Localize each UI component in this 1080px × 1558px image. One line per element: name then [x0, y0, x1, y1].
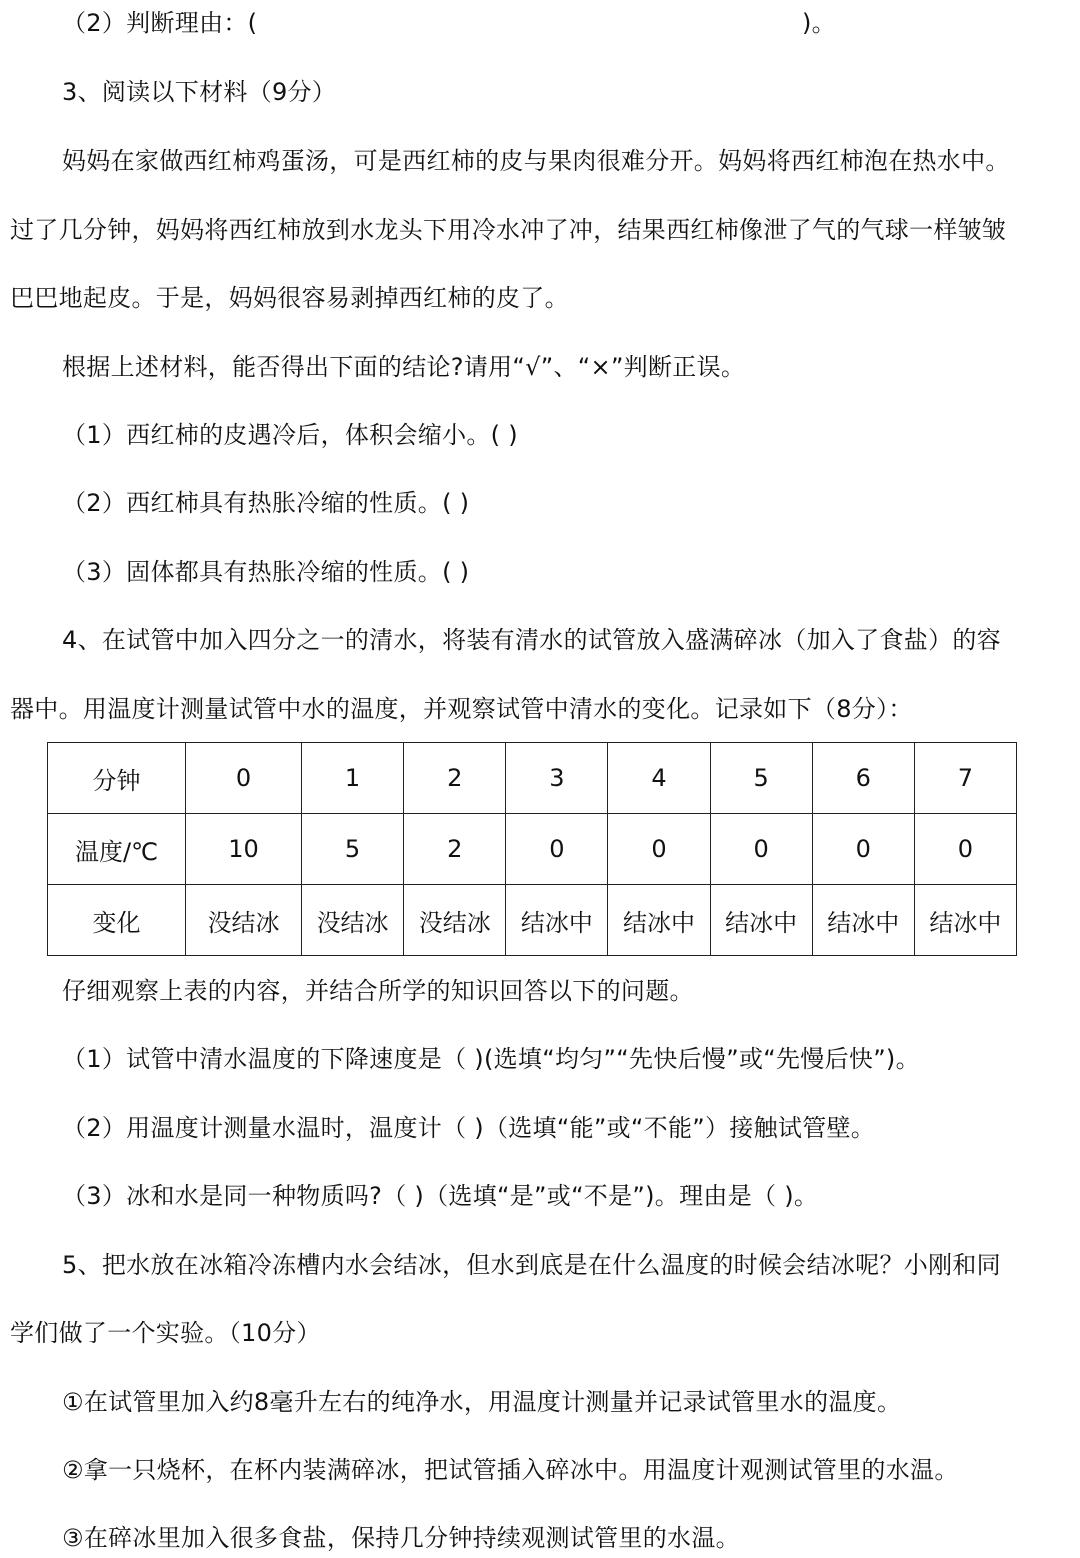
table-cell: 结冰中	[914, 885, 1016, 956]
table-cell: 0	[506, 814, 608, 885]
q3-paragraph-line-3: 巴巴地起皮。于是，妈妈很容易剥掉西红柿的皮了。	[10, 284, 569, 312]
q4-paragraph-line-1: 4、在试管中加入四分之一的清水，将装有清水的试管放入盛满碎冰（加入了食盐）的容	[62, 626, 1001, 654]
table-cell: 结冰中	[812, 885, 914, 956]
table-row-change	[48, 885, 1017, 956]
q4-instruction: 仔细观察上表的内容，并结合所学的知识回答以下的问题。	[62, 977, 694, 1005]
q5-paragraph-line-2: 学们做了一个实验。（10分）	[10, 1319, 321, 1347]
record-table	[47, 742, 1017, 956]
q4-question-2: （2）用温度计测量水温时，温度计（ )（选填“能”或“不能”）接触试管壁。	[62, 1114, 876, 1142]
table-cell: 4	[608, 743, 710, 814]
q2-reason-close: )。	[802, 9, 836, 37]
q3-statement-1: （1）西红柿的皮遇冷后，体积会缩小。( )	[62, 421, 518, 449]
q3-instruction: 根据上述材料，能否得出下面的结论?请用“√”、“×”判断正误。	[62, 353, 746, 381]
table-cell: 没结冰	[302, 885, 404, 956]
table-cell: 3	[506, 743, 608, 814]
table-cell: 2	[404, 814, 506, 885]
q4-question-1: （1）试管中清水温度的下降速度是（ )(选填“均匀”“先快后慢”或“先慢后快”)。	[62, 1045, 920, 1073]
q5-step-2: ②拿一只烧杯，在杯内装满碎冰，把试管插入碎冰中。用温度计观测试管里的水温。	[62, 1456, 959, 1484]
q4-question-3: （3）冰和水是同一种物质吗?（ )（选填“是”或“不是”)。理由是（ )。	[62, 1182, 819, 1210]
q4-paragraph-line-2: 器中。用温度计测量试管中水的温度，并观察试管中清水的变化。记录如下（8分）：	[10, 695, 913, 723]
table-cell: 6	[812, 743, 914, 814]
table-cell: 温度/℃	[48, 814, 186, 885]
table-cell: 变化	[48, 885, 186, 956]
table-cell: 0	[812, 814, 914, 885]
table-cell: 2	[404, 743, 506, 814]
q5-paragraph-line-1: 5、把水放在冰箱冷冻槽内水会结冰，但水到底是在什么温度的时候会结冰呢？小刚和同	[62, 1251, 1001, 1279]
table-cell: 没结冰	[404, 885, 506, 956]
q5-step-3: ③在碎冰里加入很多食盐，保持几分钟持续观测试管里的水温。	[62, 1524, 740, 1552]
table-cell: 结冰中	[608, 885, 710, 956]
q5-step-1: ①在试管里加入约8毫升左右的纯净水，用温度计测量并记录试管里水的温度。	[62, 1388, 902, 1416]
q2-reason-line	[62, 8, 836, 38]
table-cell: 没结冰	[186, 885, 302, 956]
table-cell: 7	[914, 743, 1016, 814]
table-cell: 结冰中	[710, 885, 812, 956]
q2-reason-prefix: （2）判断理由：(	[62, 9, 258, 37]
q3-title: 3、阅读以下材料（9分）	[62, 78, 337, 106]
table-cell: 分钟	[48, 743, 186, 814]
table-row-temperature	[48, 814, 1017, 885]
q3-statement-2: （2）西红柿具有热胀冷缩的性质。( )	[62, 489, 470, 517]
table-cell: 5	[302, 814, 404, 885]
table-cell: 1	[302, 743, 404, 814]
table-cell: 结冰中	[506, 885, 608, 956]
table-cell: 0	[608, 814, 710, 885]
table-row-minutes	[48, 743, 1017, 814]
table-cell: 5	[710, 743, 812, 814]
q3-paragraph-line-2: 过了几分钟，妈妈将西红柿放到水龙头下用冷水冲了冲，结果西红柿像泄了气的气球一样皱皱	[10, 216, 1007, 244]
q3-statement-3: （3）固体都具有热胀冷缩的性质。( )	[62, 558, 470, 586]
table-cell: 0	[186, 743, 302, 814]
table-cell: 0	[914, 814, 1016, 885]
table-cell: 0	[710, 814, 812, 885]
table-cell: 10	[186, 814, 302, 885]
q3-paragraph-line-1: 妈妈在家做西红柿鸡蛋汤，可是西红柿的皮与果肉很难分开。妈妈将西红柿泡在热水中。	[62, 147, 1010, 175]
